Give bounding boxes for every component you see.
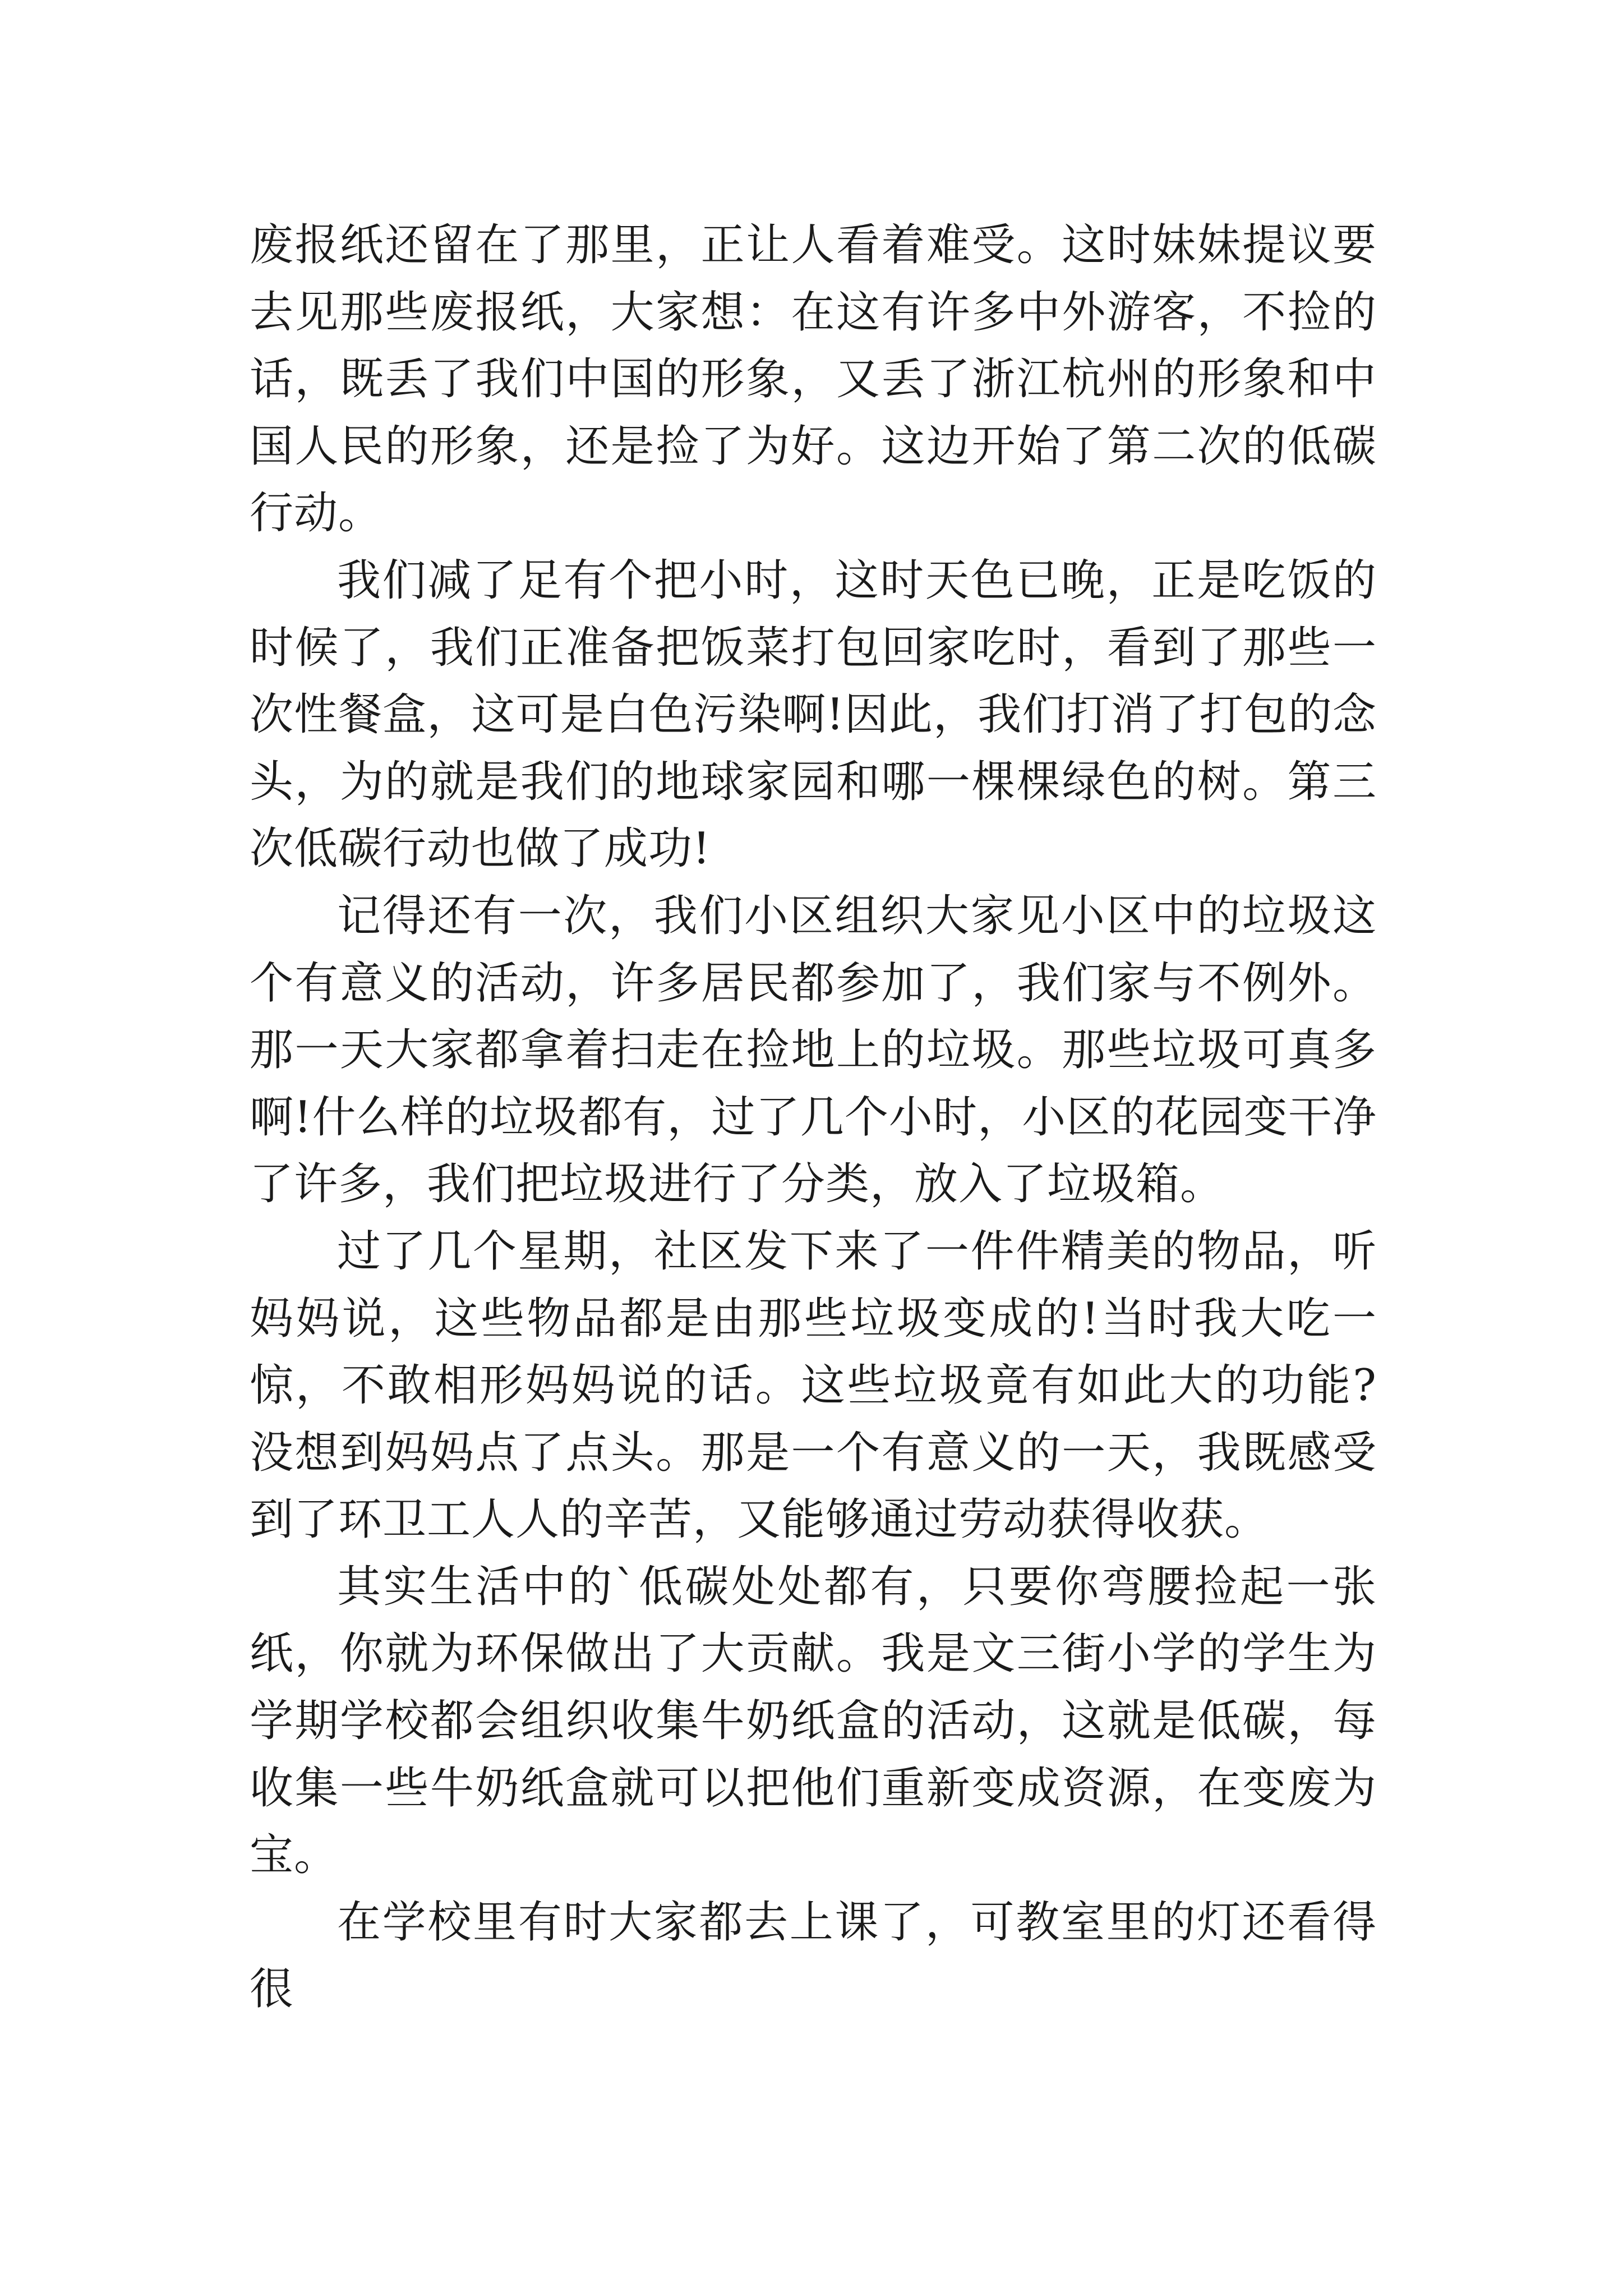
paragraph-6: 在学校里有时大家都去上课了，可教室里的灯还看得很 bbox=[250, 1897, 1377, 2015]
paragraph-3: 记得还有一次，我们小区组织大家见小区中的垃圾这个有意义的活动，许多居民都参加了，我们家与不例外。那一天大家都拿着扫走在捡地上的垃圾。那些垃圾可真多啊!什么样的垃圾都有，过了几个小时，小区的花园变干净了许多，我们把垃圾进行了分类，放入了垃圾箱。 bbox=[250, 890, 1377, 1210]
paragraph-4: 过了几个星期，社区发下来了一件件精美的物品，听妈妈说，这些物品都是由那些垃圾变成的!当时我大吃一惊，不敢相形妈妈说的话。这些垃圾竟有如此大的功能?没想到妈妈点了点头。那是一个有意义的一天，我既感受到了环卫工人人的辛苦，又能够通过劳动获得收获。 bbox=[250, 1226, 1377, 1545]
paragraph-2: 我们减了足有个把小时，这时天色已晚，正是吃饭的时候了，我们正准备把饭菜打包回家吃时，看到了那些一次性餐盒，这可是白色污染啊!因此，我们打消了打包的念头，为的就是我们的地球家园和哪一棵棵绿色的树。第三次低碳行动也做了成功! bbox=[250, 555, 1377, 875]
body-text bbox=[250, 212, 1377, 2023]
paragraph-5: 其实生活中的`低碳处处都有，只要你弯腰捡起一张纸，你就为环保做出了大贡献。我是文三街小学的学生为学期学校都会组织收集牛奶纸盒的活动，这就是低碳，每收集一些牛奶纸盒就可以把他们重新变成资源，在变废为宝。 bbox=[250, 1561, 1377, 1881]
paragraph-1: 废报纸还留在了那里，正让人看着难受。这时妹妹提议要去见那些废报纸，大家想：在这有许多中外游客，不捡的话，既丢了我们中国的形象，又丢了浙江杭州的形象和中国人民的形象，还是捡了为好。这边开始了第二次的低碳行动。 bbox=[250, 220, 1377, 539]
